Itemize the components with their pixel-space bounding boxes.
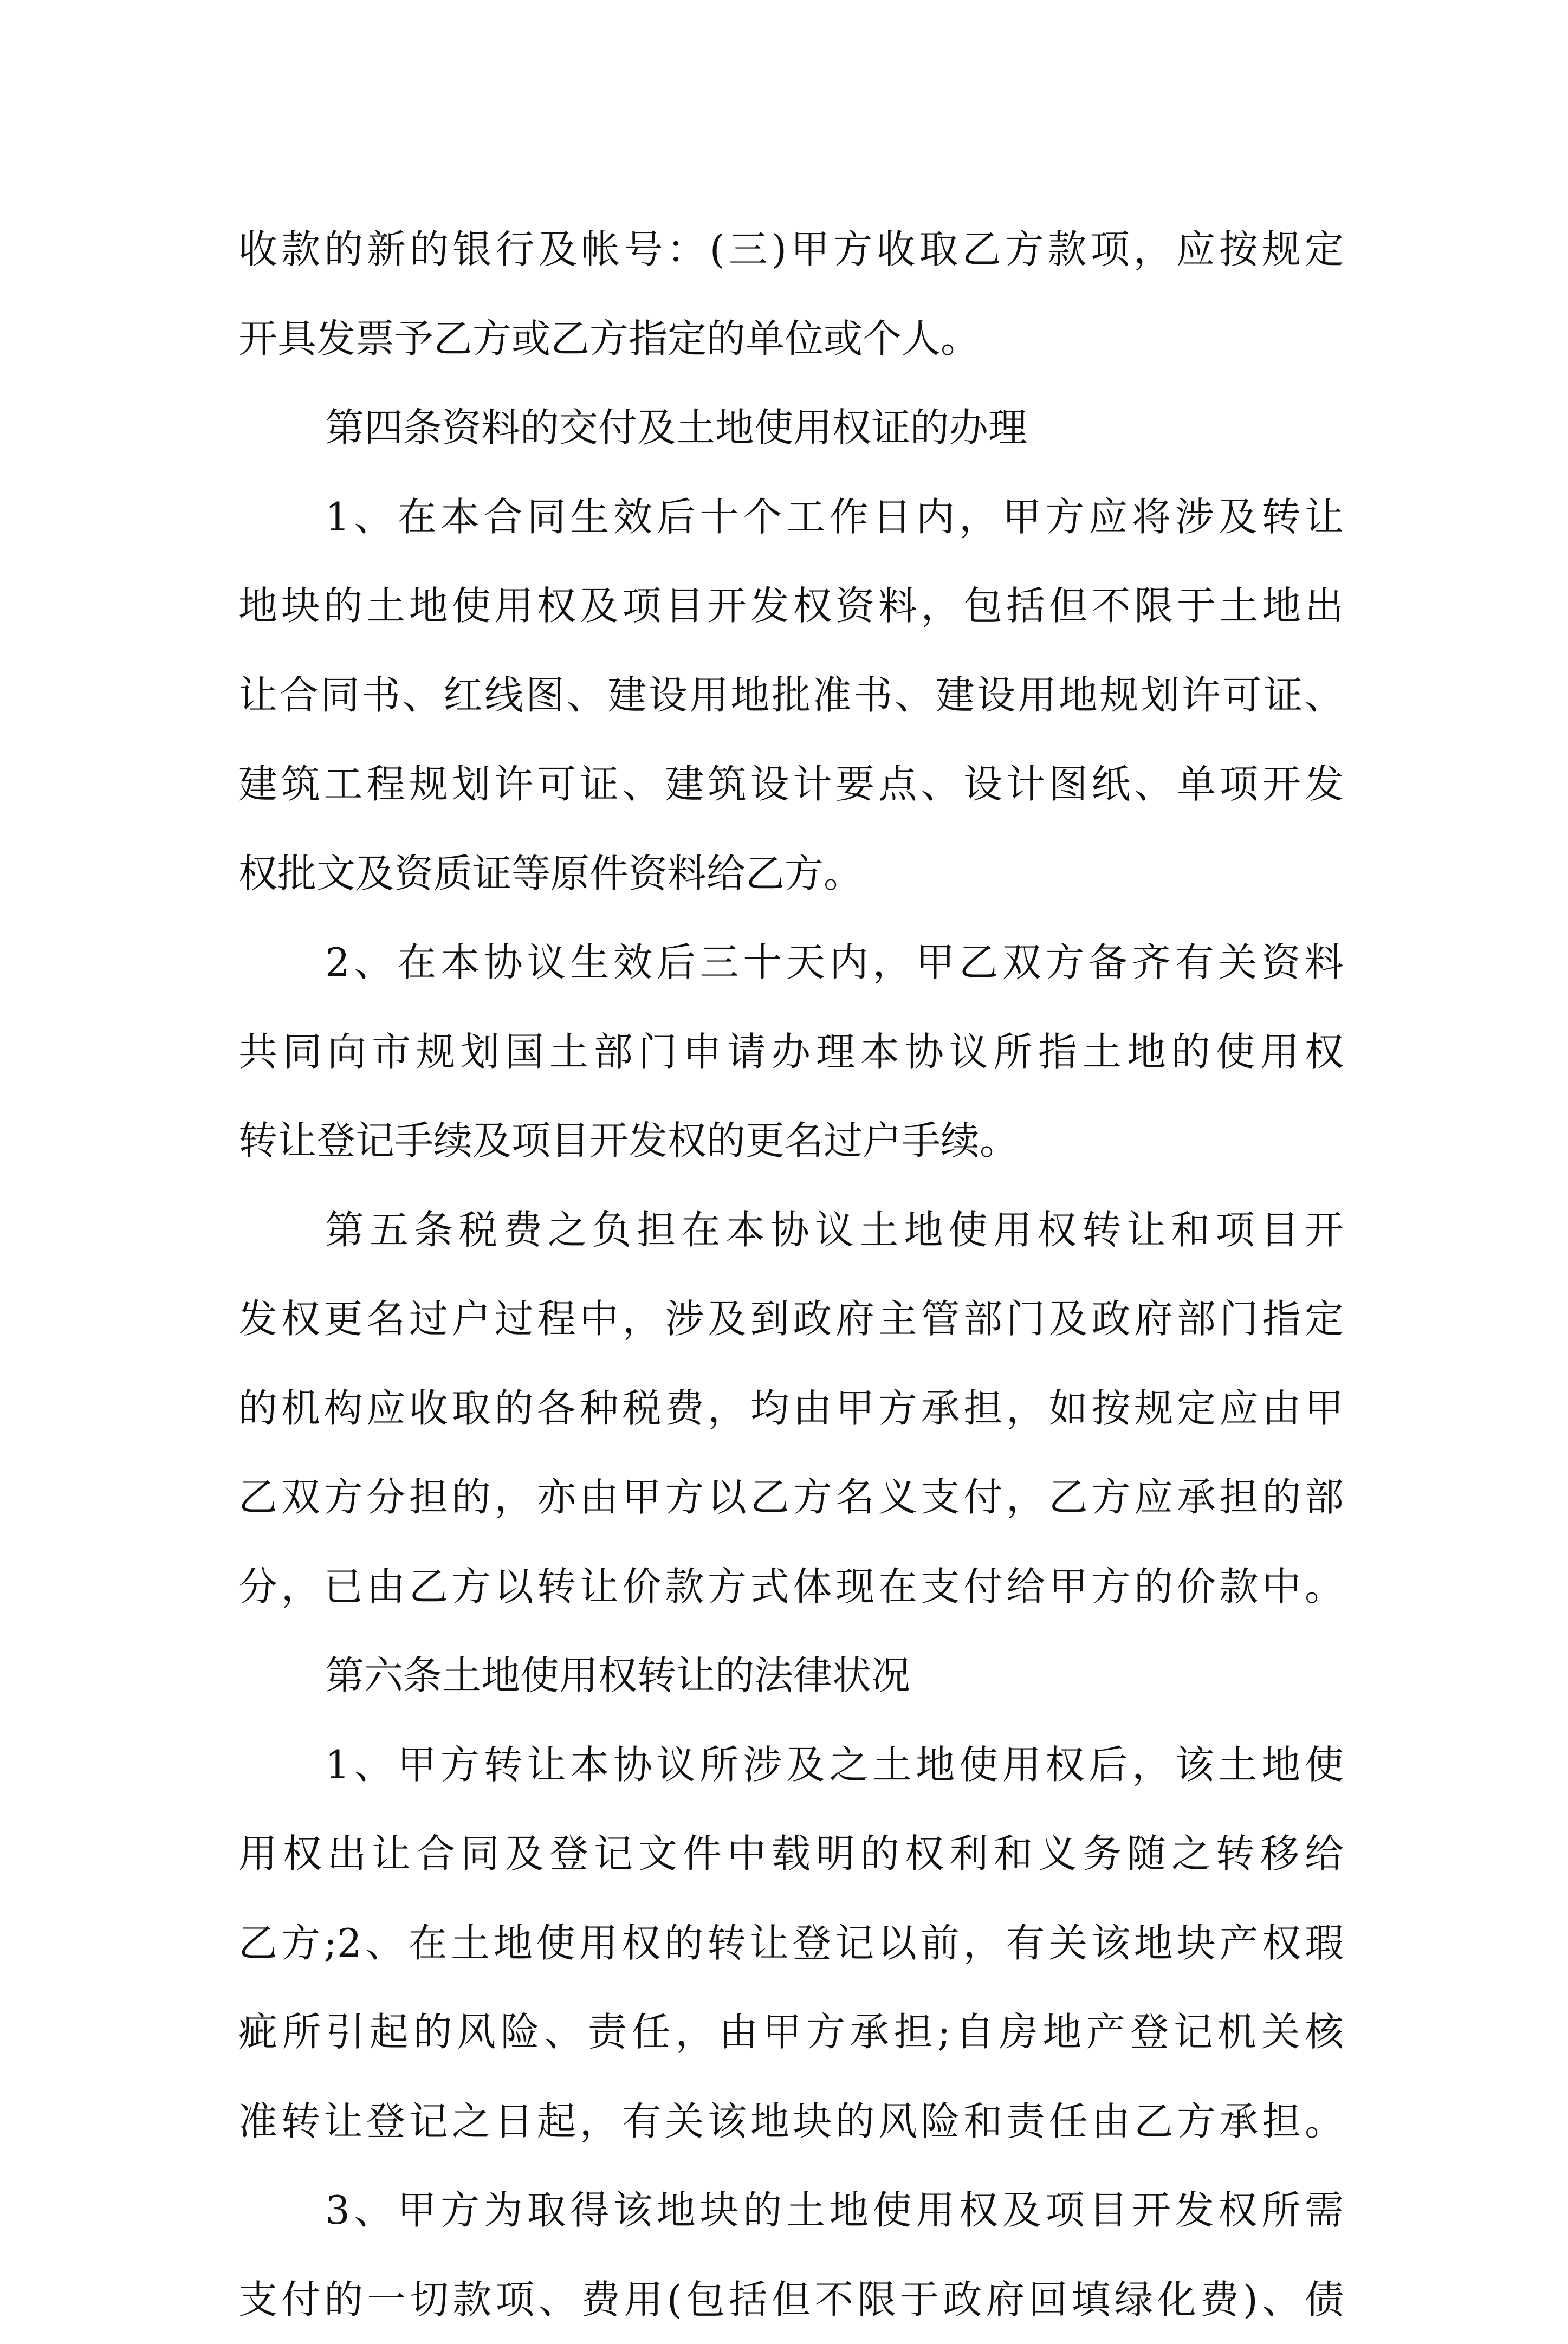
text-line-10: 共同向市规划国土部门申请办理本协议所指土地的使用权 [238, 1007, 1344, 1097]
text-line-4: 1、在本合同生效后十个工作日内，甲方应将涉及转让 [238, 472, 1344, 562]
text-line-23: 3、甲方为取得该地块的土地使用权及项目开发权所需 [238, 2166, 1344, 2255]
text-line-13: 发权更名过户过程中，涉及到政府主管部门及政府部门指定 [238, 1274, 1344, 1364]
text-line-11: 转让登记手续及项目开发权的更名过户手续。 [238, 1096, 1344, 1186]
article-4-heading: 第四条资料的交付及土地使用权证的办理 [238, 383, 1344, 472]
text-line-22: 准转让登记之日起，有关该地块的风险和责任由乙方承担。 [238, 2077, 1344, 2166]
text-line-5: 地块的土地使用权及项目开发权资料，包括但不限于土地出 [238, 561, 1344, 651]
text-line-7: 建筑工程规划许可证、建筑设计要点、设计图纸、单项开发 [238, 740, 1344, 829]
text-line-1: 收款的新的银行及帐号：(三)甲方收取乙方款项，应按规定 [238, 205, 1344, 294]
article-6-heading: 第六条土地使用权转让的法律状况 [238, 1631, 1344, 1720]
text-line-20: 乙方;2、在土地使用权的转让登记以前，有关该地块产权瑕 [238, 1899, 1344, 1988]
text-line-6: 让合同书、红线图、建设用地批准书、建设用地规划许可证、 [238, 651, 1344, 740]
text-line-24: 支付的一切款项、费用(包括但不限于政府回填绿化费)、债 [238, 2255, 1344, 2344]
text-line-19: 用权出让合同及登记文件中载明的权利和义务随之转移给 [238, 1809, 1344, 1899]
text-line-14: 的机构应收取的各种税费，均由甲方承担，如按规定应由甲 [238, 1364, 1344, 1453]
article-5-heading: 第五条税费之负担在本协议土地使用权转让和项目开 [238, 1186, 1344, 1275]
document-body [238, 205, 1344, 2344]
text-line-9: 2、在本协议生效后三十天内，甲乙双方备齐有关资料 [238, 918, 1344, 1007]
text-line-18: 1、甲方转让本协议所涉及之土地使用权后，该土地使 [238, 1720, 1344, 1810]
text-line-2: 开具发票予乙方或乙方指定的单位或个人。 [238, 294, 1344, 384]
text-line-8: 权批文及资质证等原件资料给乙方。 [238, 829, 1344, 918]
text-line-16: 分，已由乙方以转让价款方式体现在支付给甲方的价款中。 [238, 1542, 1344, 1631]
text-line-15: 乙双方分担的，亦由甲方以乙方名义支付，乙方应承担的部 [238, 1453, 1344, 1542]
text-line-21: 疵所引起的风险、责任，由甲方承担;自房地产登记机关核 [238, 1987, 1344, 2077]
